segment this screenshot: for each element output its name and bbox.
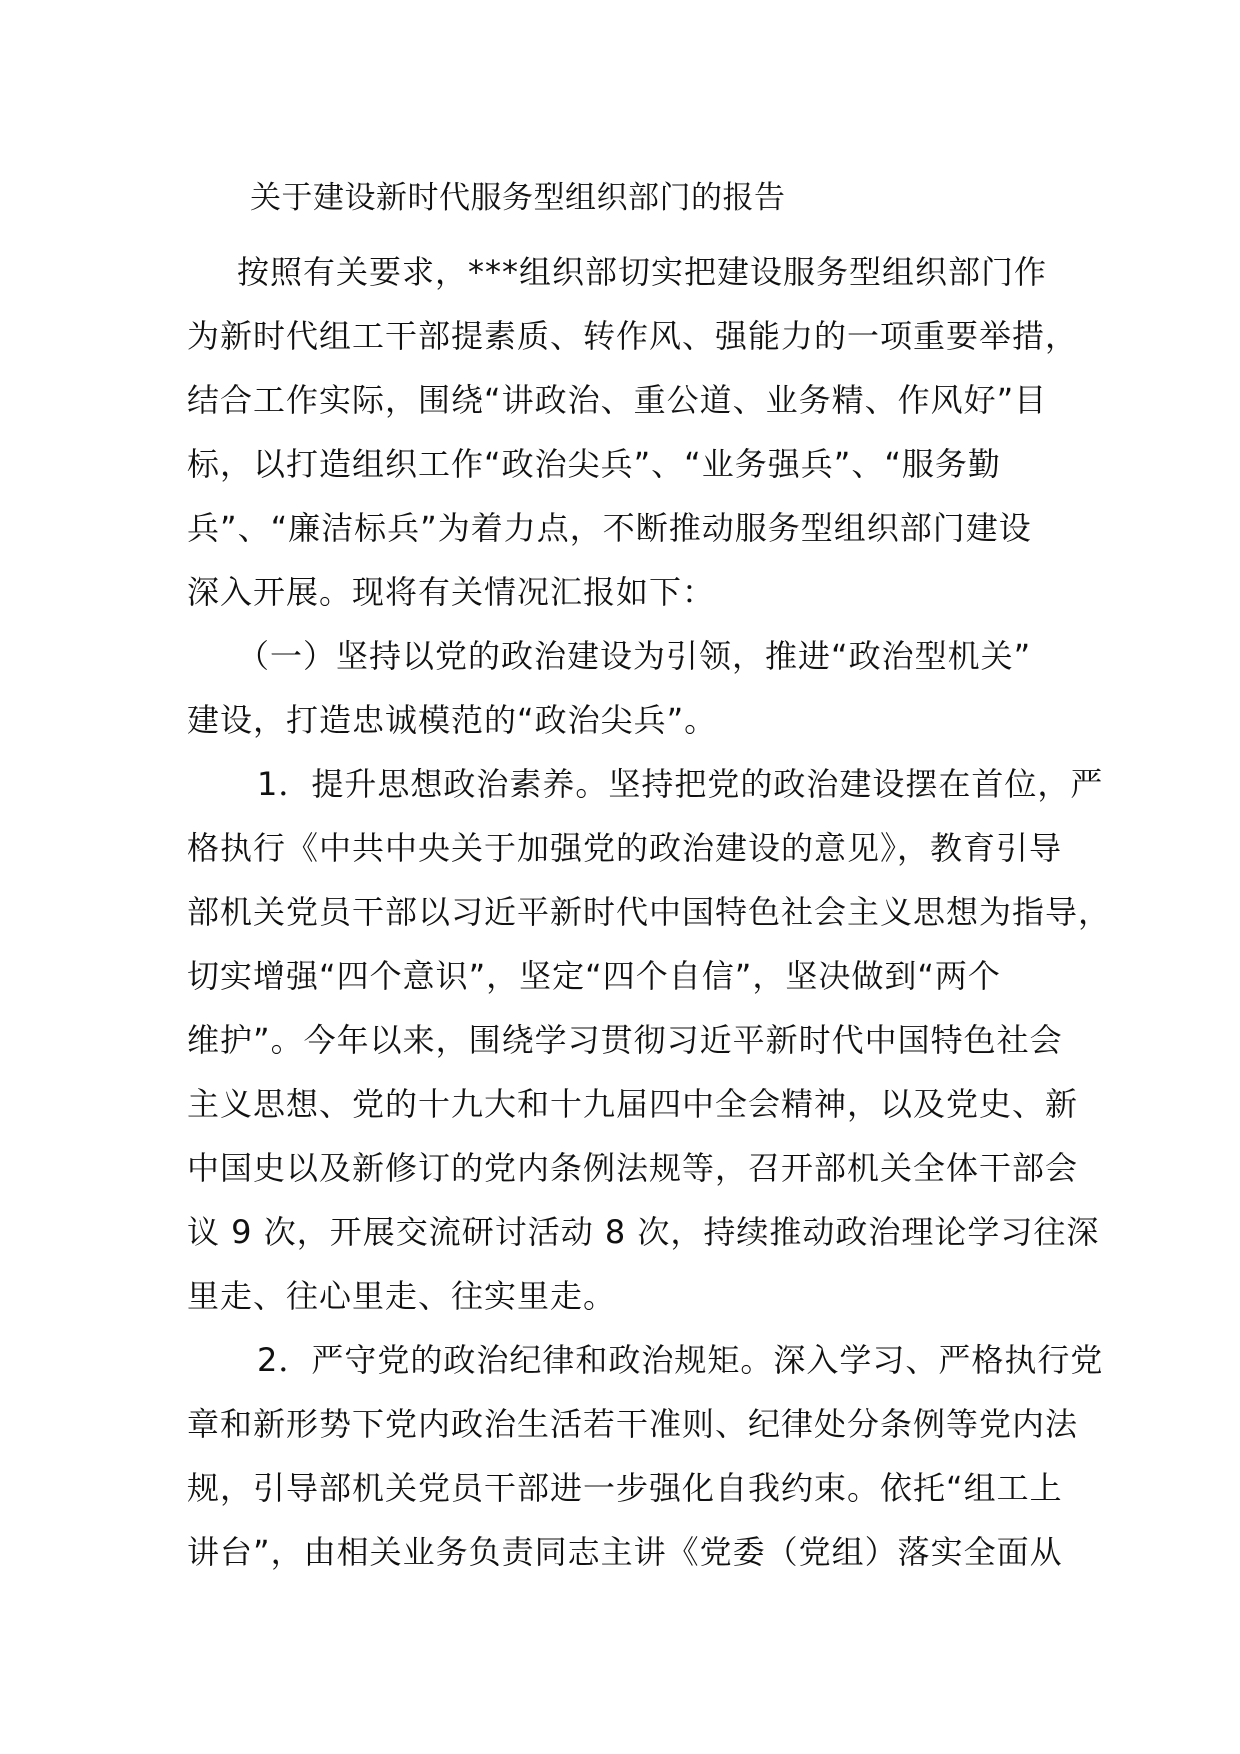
paragraph-line: 格执行《中共中央关于加强党的政治建设的意见》，教育引导 [187, 829, 1063, 867]
paragraph-line: 结合工作实际，围绕“讲政治、重公道、业务精、作风好”目 [187, 381, 1048, 419]
paragraph-line: 切实增强“四个意识”，坚定“四个自信”，坚决做到“两个 [187, 957, 1001, 995]
paragraph-line: 规，引导部机关党员干部进一步强化自我约束。依托“组工上 [187, 1469, 1063, 1507]
section-heading-line: （一）坚持以党的政治建设为引领，推进“政治型机关” [237, 637, 1032, 675]
paragraph-line: 章和新形势下党内政治生活若干准则、纪律处分条例等党内法 [187, 1405, 1079, 1443]
paragraph-line: 兵”、“廉洁标兵”为着力点，不断推动服务型组织部门建设 [187, 509, 1032, 547]
paragraph-line: 部机关党员干部以习近平新时代中国特色社会主义思想为指导， [187, 893, 1112, 931]
document-title: 关于建设新时代服务型组织部门的报告 [250, 180, 786, 216]
paragraph-line: 为新时代组工干部提素质、转作风、强能力的一项重要举措， [187, 317, 1079, 355]
paragraph-line: 讲台”，由相关业务负责同志主讲《党委（党组）落实全面从 [187, 1533, 1063, 1571]
paragraph-line: 标，以打造组织工作“政治尖兵”、“业务强兵”、“服务勤 [187, 445, 1001, 483]
paragraph-line: 深入开展。现将有关情况汇报如下： [187, 573, 716, 611]
paragraph-line: 主义思想、党的十九大和十九届四中全会精神，以及党史、新 [187, 1085, 1079, 1123]
paragraph-line: 按照有关要求，***组织部切实把建设服务型组织部门作 [237, 253, 1048, 291]
document-body [187, 240, 1112, 1584]
paragraph-line: 中国史以及新修订的党内条例法规等，召开部机关全体干部会 [187, 1149, 1079, 1187]
paragraph-line: 1．提升思想政治素养。坚持把党的政治建设摆在首位，严 [257, 765, 1104, 803]
section-heading-line: 建设，打造忠诚模范的“政治尖兵”。 [187, 701, 718, 739]
paragraph-line: 里走、往心里走、往实里走。 [187, 1277, 617, 1315]
paragraph-line: 2．严守党的政治纪律和政治规矩。深入学习、严格执行党 [257, 1341, 1104, 1379]
paragraph-line: 维护”。今年以来，围绕学习贯彻习近平新时代中国特色社会 [187, 1021, 1063, 1059]
paragraph-line: 议 9 次，开展交流研讨活动 8 次，持续推动政治理论学习往深 [187, 1213, 1100, 1251]
